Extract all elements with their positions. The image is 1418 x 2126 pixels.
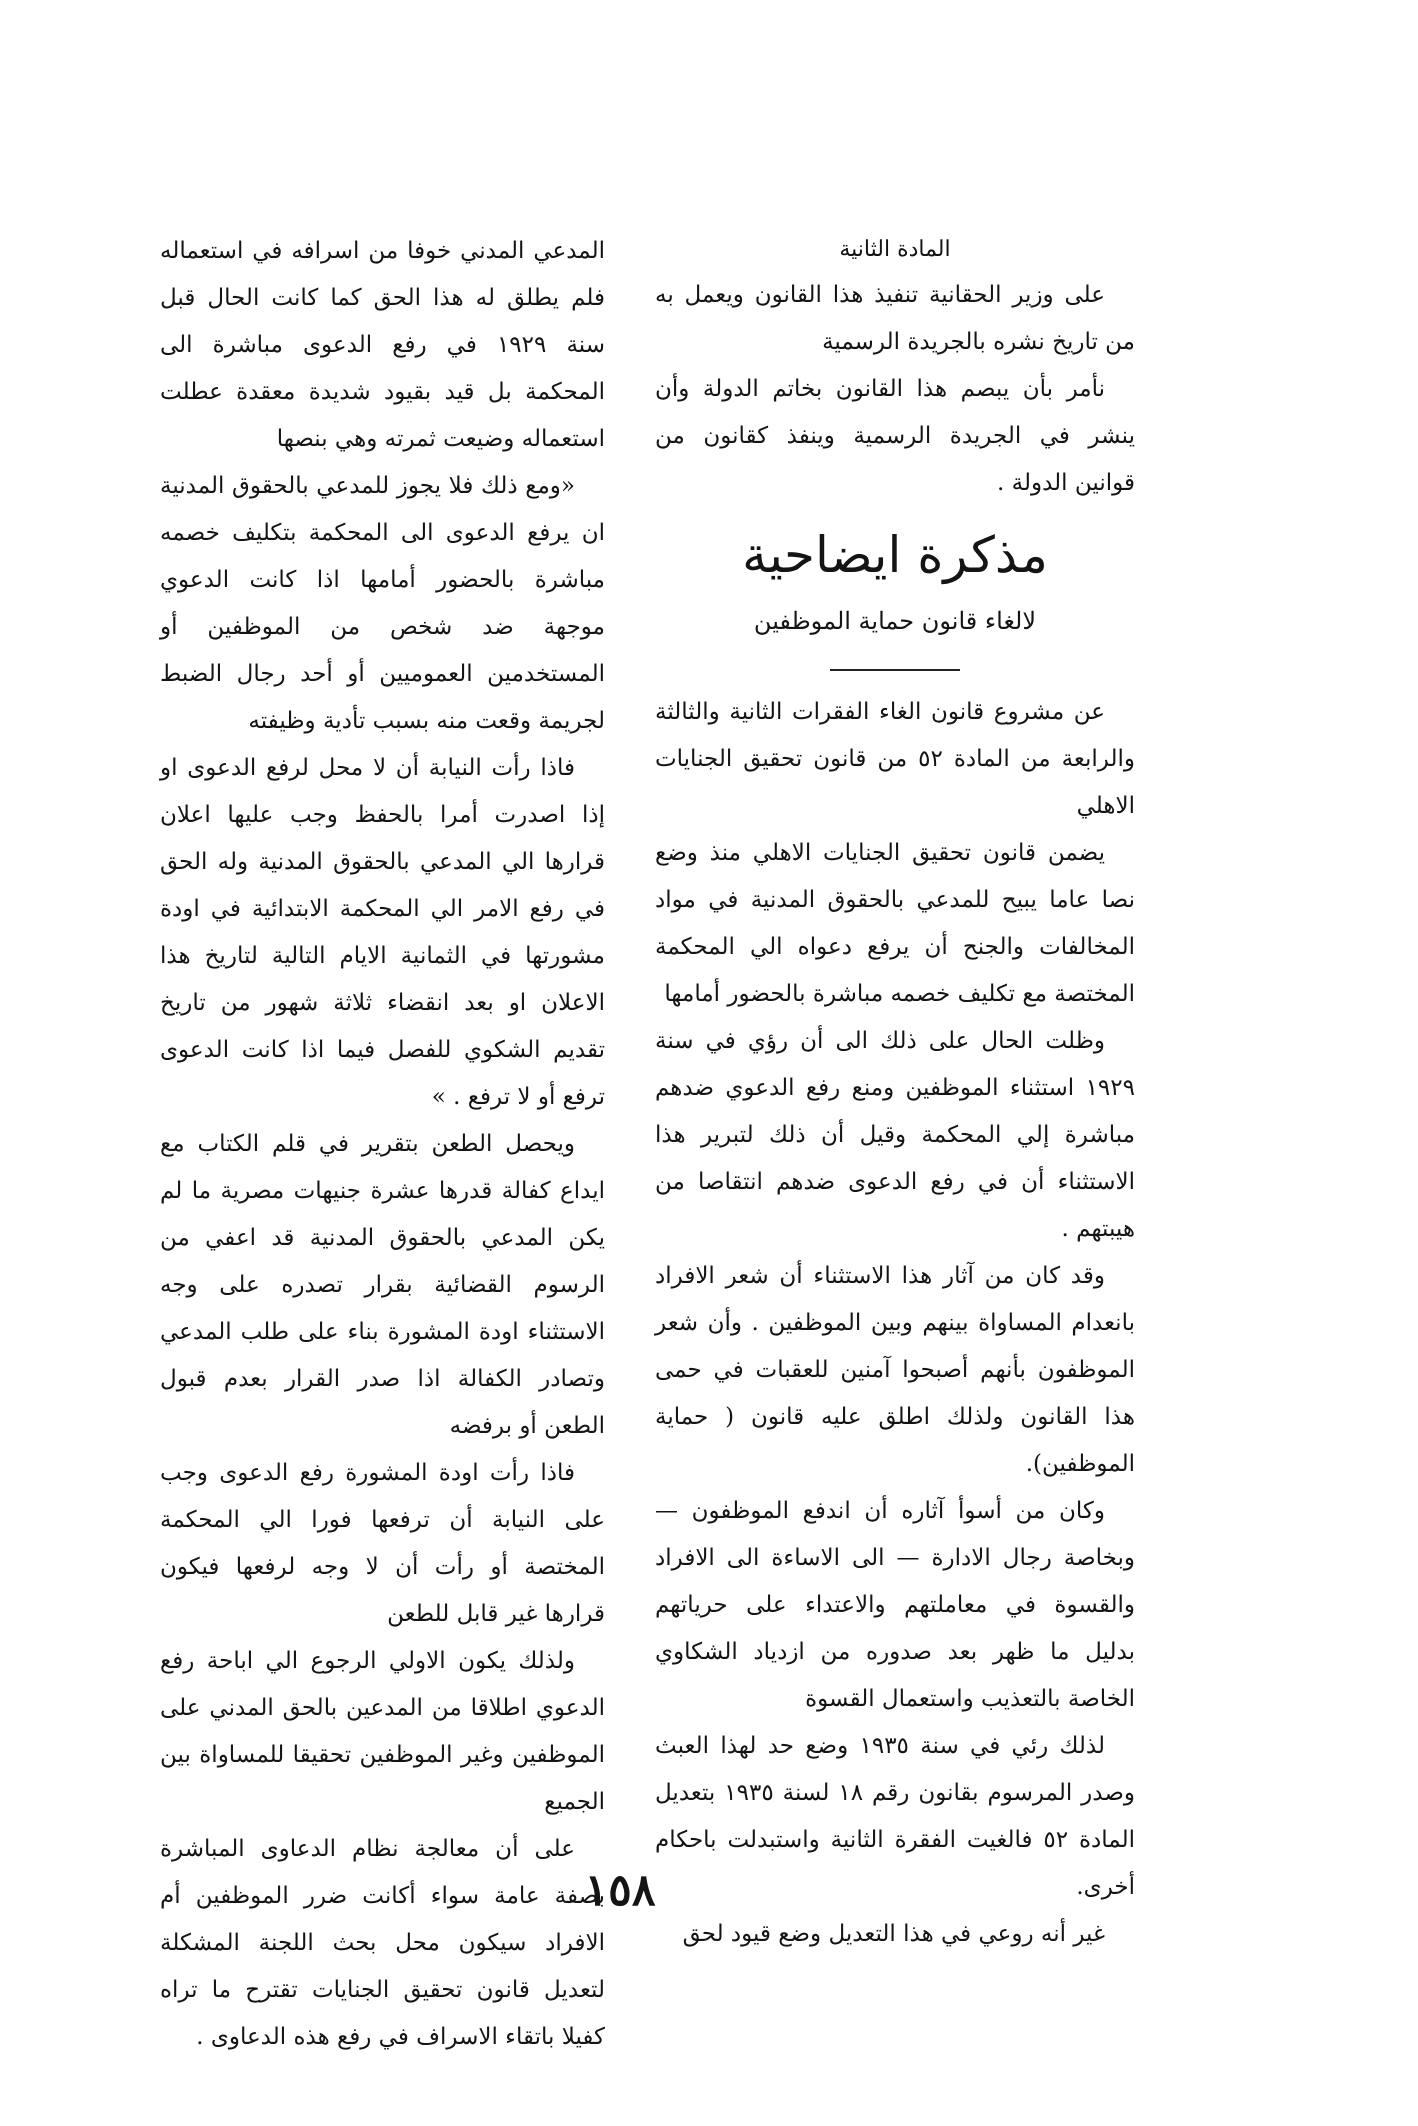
body-paragraph: على أن معالجة نظام الدعاوى المباشرة بصفة عامة سواء أكانت ضرر الموظفين أم الافراد سيكون محل بحث اللجنة المشكلة لتعديل قانون تحقيق الجنايات تقترح ما تراه كفيلا باتقاء الاسراف في رفع هذه الدعاوى . (160, 1836, 605, 2050)
body-paragraph: المدعي المدني خوفا من اسرافه في استعماله فلم يطلق له هذا الحق كما كانت الحال قبل سنة ١٩٢٩ في رفع الدعوى مباشرة الى المحكمة بل قيد بقيود شديدة معقدة عطلت استعماله وضيعت ثمرته وهي بنصها (160, 238, 605, 452)
memo-title: مذكرة ايضاحية (742, 526, 1048, 584)
memo-paragraph: وقد كان من آثار هذا الاستثناء أن شعر الافراد بانعدام المساواة بينهم وبين الموظفين . وأن شعر الموظفون بأنهم أصبحوا آمنين للعقبات في حمى هذا القانون ولذلك اطلق عليه قانون ( حماية الموظفين). (655, 1263, 1135, 1477)
page-number: ١٥٨ (584, 1865, 656, 1916)
right-column (655, 228, 1135, 1958)
quoted-paragraph: «ومع ذلك فلا يجوز للمدعي بالحقوق المدنية ان يرفع الدعوى الى المحكمة بتكليف خصمه مباشرة بالحضور أمامها اذا كانت الدعوي موجهة ضد شخص من الموظفين أو المستخدمين العموميين أو أحد رجال الضبط لجريمة وقعت منه بسبب تأدية وظيفته (160, 473, 605, 734)
left-column (160, 228, 605, 2061)
memo-subtitle: لالغاء قانون حماية الموظفين (753, 607, 1037, 635)
memo-paragraph: غير أنه روعي في هذا التعديل وضع قيود لحق (682, 1921, 1105, 1947)
memo-paragraph: يضمن قانون تحقيق الجنايات الاهلي منذ وضع نصا عاما يبيح للمدعي بالحقوق المدنية في مواد المخالفات والجنح أن يرفع دعواه الي المحكمة المختصة مع تكليف خصمه مباشرة بالحضور أمامها (655, 840, 1135, 1007)
memo-paragraph: عن مشروع قانون الغاء الفقرات الثانية والثالثة والرابعة من المادة ٥٢ من قانون تحقيق الجنايات الاهلي (655, 699, 1135, 819)
article-heading: المادة الثانية (839, 237, 951, 262)
memo-paragraph: وظلت الحال على ذلك الى أن رؤي في سنة ١٩٢٩ استثناء الموظفين ومنع رفع الدعوي ضدهم مباشرة إلي المحكمة وقيل أن ذلك لتبرير هذا الاستثناء أن في رفع الدعوى ضدهم انتقاصا من هيبتهم . (655, 1028, 1135, 1242)
memo-paragraph: وكان من أسوأ آثاره أن اندفع الموظفون — وبخاصة رجال الادارة — الى الاساءة الى الافراد والقسوة في معاملتهم والاعتداء على حرياتهم بدليل ما ظهر بعد صدوره من ازدياد الشكاوي الخاصة بالتعذيب واستعمال القسوة (655, 1498, 1135, 1712)
body-paragraph: ولذلك يكون الاولي الرجوع الي اباحة رفع الدعوي اطلاقا من المدعين بالحق المدني على الموظفين وغير الموظفين تحقيقا للمساواة بين الجميع (160, 1648, 605, 1815)
article-paragraph: نأمر بأن يبصم هذا القانون بخاتم الدولة وأن ينشر في الجريدة الرسمية وينفذ كقانون من قوانين الدولة . (655, 376, 1135, 496)
body-paragraph: ويحصل الطعن بتقرير في قلم الكتاب مع ايداع كفالة قدرها عشرة جنيهات مصرية ما لم يكن المدعي بالحقوق المدنية قد اعفي من الرسوم القضائية بقرار تصدره على وجه الاستثناء اودة المشورة بناء على طلب المدعي وتصادر الكفالة اذا صدر القرار بعدم قبول الطعن أو برفضه (160, 1131, 605, 1439)
separator-line (830, 669, 960, 671)
article-paragraph: على وزير الحقانية تنفيذ هذا القانون ويعمل به من تاريخ نشره بالجريدة الرسمية (655, 282, 1135, 355)
memo-paragraph: لذلك رئي في سنة ١٩٣٥ وضع حد لهذا العبث وصدر المرسوم بقانون رقم ١٨ لسنة ١٩٣٥ بتعديل المادة ٥٢ فالغيت الفقرة الثانية واستبدلت باحكام أخرى. (655, 1733, 1135, 1900)
body-paragraph: فاذا رأت اودة المشورة رفع الدعوى وجب على النيابة أن ترفعها فورا الي المحكمة المختصة أو رأت أن لا وجه لرفعها فيكون قرارها غير قابل للطعن (160, 1460, 605, 1627)
quoted-paragraph: فاذا رأت النيابة أن لا محل لرفع الدعوى او إذا اصدرت أمرا بالحفظ وجب عليها اعلان قرارها الي المدعي بالحقوق المدنية وله الحق في رفع الامر الي المحكمة الابتدائية في اودة مشورتها في الثمانية الايام التالية لتاريخ هذا الاعلان او بعد انقضاء ثلاثة شهور من تاريخ تقديم الشكوي للفصل فيما اذا كانت الدعوى ترفع أو لا ترفع . » (160, 755, 605, 1110)
